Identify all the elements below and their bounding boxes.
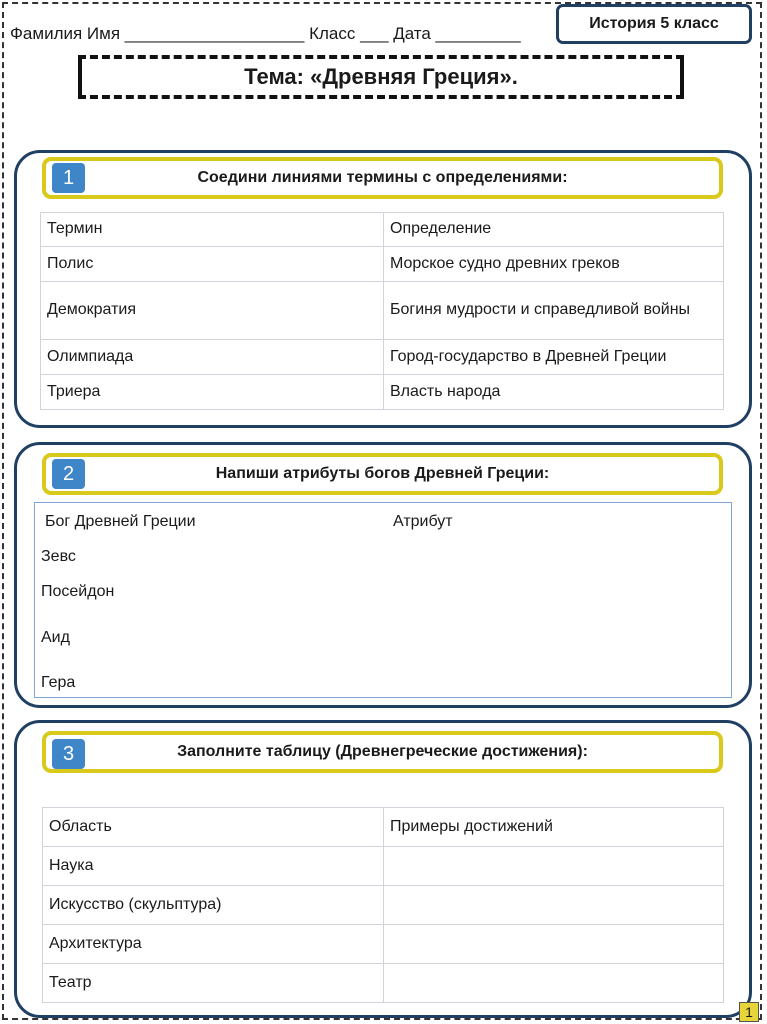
examples-cell bbox=[384, 964, 724, 1003]
task3-title: Заполните таблицу (Древнегреческие достижения): bbox=[42, 731, 723, 773]
definition-cell: Власть народа bbox=[384, 375, 724, 410]
student-info-line: Фамилия Имя ___________________ Класс ___ Дата _________ bbox=[10, 24, 521, 43]
examples-cell bbox=[384, 925, 724, 964]
subject-label: История 5 класс bbox=[556, 4, 752, 44]
term-cell: Триера bbox=[41, 375, 384, 410]
terms-header-definition: Определение bbox=[384, 213, 724, 247]
god-name: Зевс bbox=[41, 548, 76, 565]
god-name: Гера bbox=[41, 674, 76, 691]
achievements-header-area: Область bbox=[43, 808, 384, 847]
terms-header-term: Термин bbox=[41, 213, 384, 247]
definition-cell: Богиня мудрости и справедливой войны bbox=[384, 282, 724, 340]
definition-cell: Морское судно древних греков bbox=[384, 247, 724, 282]
god-name: Посейдон bbox=[41, 583, 115, 600]
task1-number: 1 bbox=[52, 163, 85, 193]
definition-cell: Город-государство в Древней Греции bbox=[384, 340, 724, 375]
task2-title: Напиши атрибуты богов Древней Греции: bbox=[42, 453, 723, 495]
term-cell: Полис bbox=[41, 247, 384, 282]
area-cell: Архитектура bbox=[43, 925, 384, 964]
term-cell: Демократия bbox=[41, 282, 384, 340]
task3-number: 3 bbox=[52, 739, 85, 769]
area-cell: Искусство (скульптура) bbox=[43, 886, 384, 925]
examples-cell bbox=[384, 847, 724, 886]
gods-header-attribute: Атрибут bbox=[393, 513, 453, 530]
gods-header-god: Бог Древней Греции bbox=[45, 513, 196, 530]
achievements-header-examples: Примеры достижений bbox=[384, 808, 724, 847]
term-cell: Олимпиада bbox=[41, 340, 384, 375]
task1-title: Соедини линиями термины с определениями: bbox=[42, 157, 723, 199]
god-name: Аид bbox=[41, 629, 70, 646]
terms-table bbox=[40, 212, 724, 410]
area-cell: Театр bbox=[43, 964, 384, 1003]
examples-cell bbox=[384, 886, 724, 925]
task2-number: 2 bbox=[52, 459, 85, 489]
area-cell: Наука bbox=[43, 847, 384, 886]
topic-title: Тема: «Древняя Греция». bbox=[78, 55, 684, 99]
achievements-table bbox=[42, 807, 724, 1003]
page-number: 1 bbox=[739, 1002, 759, 1022]
gods-table bbox=[34, 502, 732, 698]
